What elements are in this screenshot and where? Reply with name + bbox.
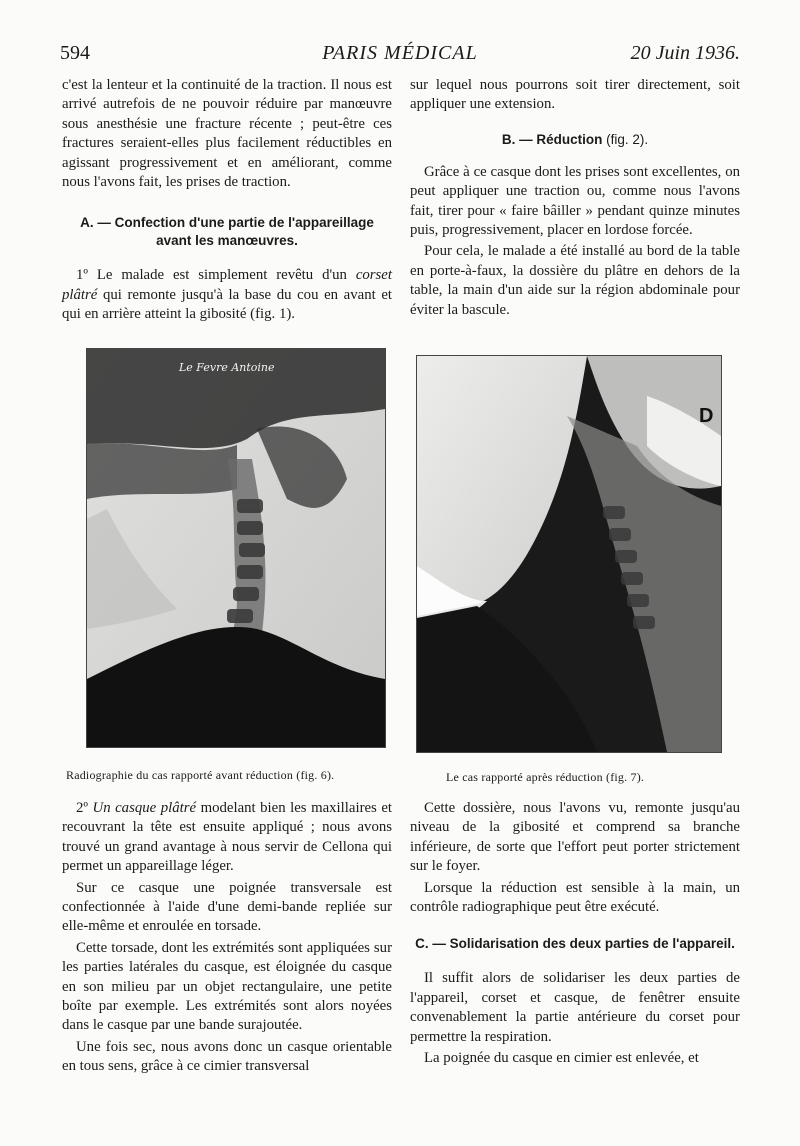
running-header (60, 42, 740, 72)
paragraph (62, 799, 392, 877)
text-run: modelant bien les maxillaires et recouvrant la tête est ensuite appliqué ; nous avons trouvé un grand avantage à nous servir de Cellona qui permet un appareillage léger. (62, 800, 393, 875)
left-column-top (62, 76, 392, 325)
left-column-bottom (62, 799, 392, 1077)
right-column-top (410, 76, 740, 320)
text-run: 1º Le malade est simplement revêtu d'un (76, 267, 347, 284)
radiograph-signature: Le Fevre Antoine (179, 361, 275, 374)
section-b-label: B. — (501, 131, 533, 147)
paragraph: Sur ce casque une poignée transversale est confectionnée à l'aide d'une demi-bande repliée sur elle-même et enroulée en torsade. (62, 879, 392, 935)
right-column-bottom (410, 799, 740, 1068)
section-b-title: Réduction (536, 131, 603, 147)
emphasis: corset plâtré (62, 267, 392, 303)
paragraph (62, 266, 392, 324)
journal-title: PARIS MÉDICAL (322, 42, 478, 64)
text-run: 2º (76, 800, 88, 816)
xray-figure-after-reduction (416, 355, 722, 753)
paragraph: c'est la lenteur et la continuité de la traction. Il nous est arrivé autrefois de ne pouvoir réduire par manœuvre sous anesthésie une fracture récente ; peut-être ces fractures seraient-elles plus facilement réductibles en agissant progressivement et en améliorant, comme nous l'avons fait, les prises de traction. (62, 77, 392, 191)
section-c-title: Solidarisation des deux parties de l'appareil. (449, 936, 735, 952)
text-run: qui remonte jusqu'à la base du cou en avant et qui en arrière atteint la gibosité (fig. 1). (62, 286, 392, 323)
paragraph: Cette dossière, nous l'avons vu, remonte jusqu'au niveau de la gibosité et comprend sa branche inférieure, de sorte que l'effort peut porter strictement sur le foyer. (410, 800, 740, 875)
section-c-label: C. — (415, 936, 446, 952)
section-b-figure-ref: (fig. 2). (606, 131, 649, 147)
issue-date: 20 Juin 1936. (630, 42, 740, 64)
section-a-heading (62, 214, 392, 250)
section-c-heading (410, 935, 740, 953)
paragraph: Pour cela, le malade a été installé au bord de la table en porte-à-faux, la dossière du plâtre en dehors de la table, la main d'un aide sur la région abdominale pour éviter la bascule. (410, 243, 740, 318)
paragraph: Grâce à ce casque dont les prises sont excellentes, on peut appliquer une traction ou, comme nous l'avons fait, tirer pour « faire bâiller » pendant quinze minutes puis, progressivement, placer en lordose forcée. (410, 163, 740, 239)
paragraph: Lorsque la réduction est sensible à la main, un contrôle radiographique peut être exécuté. (410, 879, 740, 916)
paragraph: Cette torsade, dont les extrémités sont appliquées sur les parties latérales du casque, est éloignée du casque en son milieu par un objet rectangulaire, une petite boîte par exemple. Les extrémités sont alors noyées dans le casque par une bande surajoutée. (62, 939, 392, 1034)
paragraph: Il suffit alors de solidariser les deux parties de l'appareil, corset et casque, de fenêtrer ensuite convenablement la partie antérieure du corset pour permettre la respiration. (410, 970, 740, 1045)
xray-figure-before-reduction (86, 348, 386, 748)
figure-caption-right: Le cas rapporté après réduction (fig. 7). (446, 770, 645, 784)
section-a-title: Confection d'une partie de l'appareillage avant les manœuvres. (114, 215, 374, 249)
section-a-label: A. — (80, 215, 111, 231)
emphasis: Un casque plâtré (92, 800, 197, 816)
figure-caption-left: Radiographie du cas rapporté avant réduction (fig. 6). (66, 768, 335, 782)
page-number: 594 (60, 42, 90, 64)
xray-image (417, 356, 721, 752)
paragraph: La poignée du casque en cimier est enlevée, et (424, 1050, 699, 1067)
radiograph-marker: D (699, 405, 714, 427)
section-b-heading (410, 131, 740, 149)
paragraph: Une fois sec, nous avons donc un casque orientable en tous sens, grâce à ce cimier transversal (62, 1038, 392, 1075)
xray-image (87, 349, 385, 747)
paragraph: sur lequel nous pourrons soit tirer directement, soit appliquer une extension. (410, 77, 740, 113)
